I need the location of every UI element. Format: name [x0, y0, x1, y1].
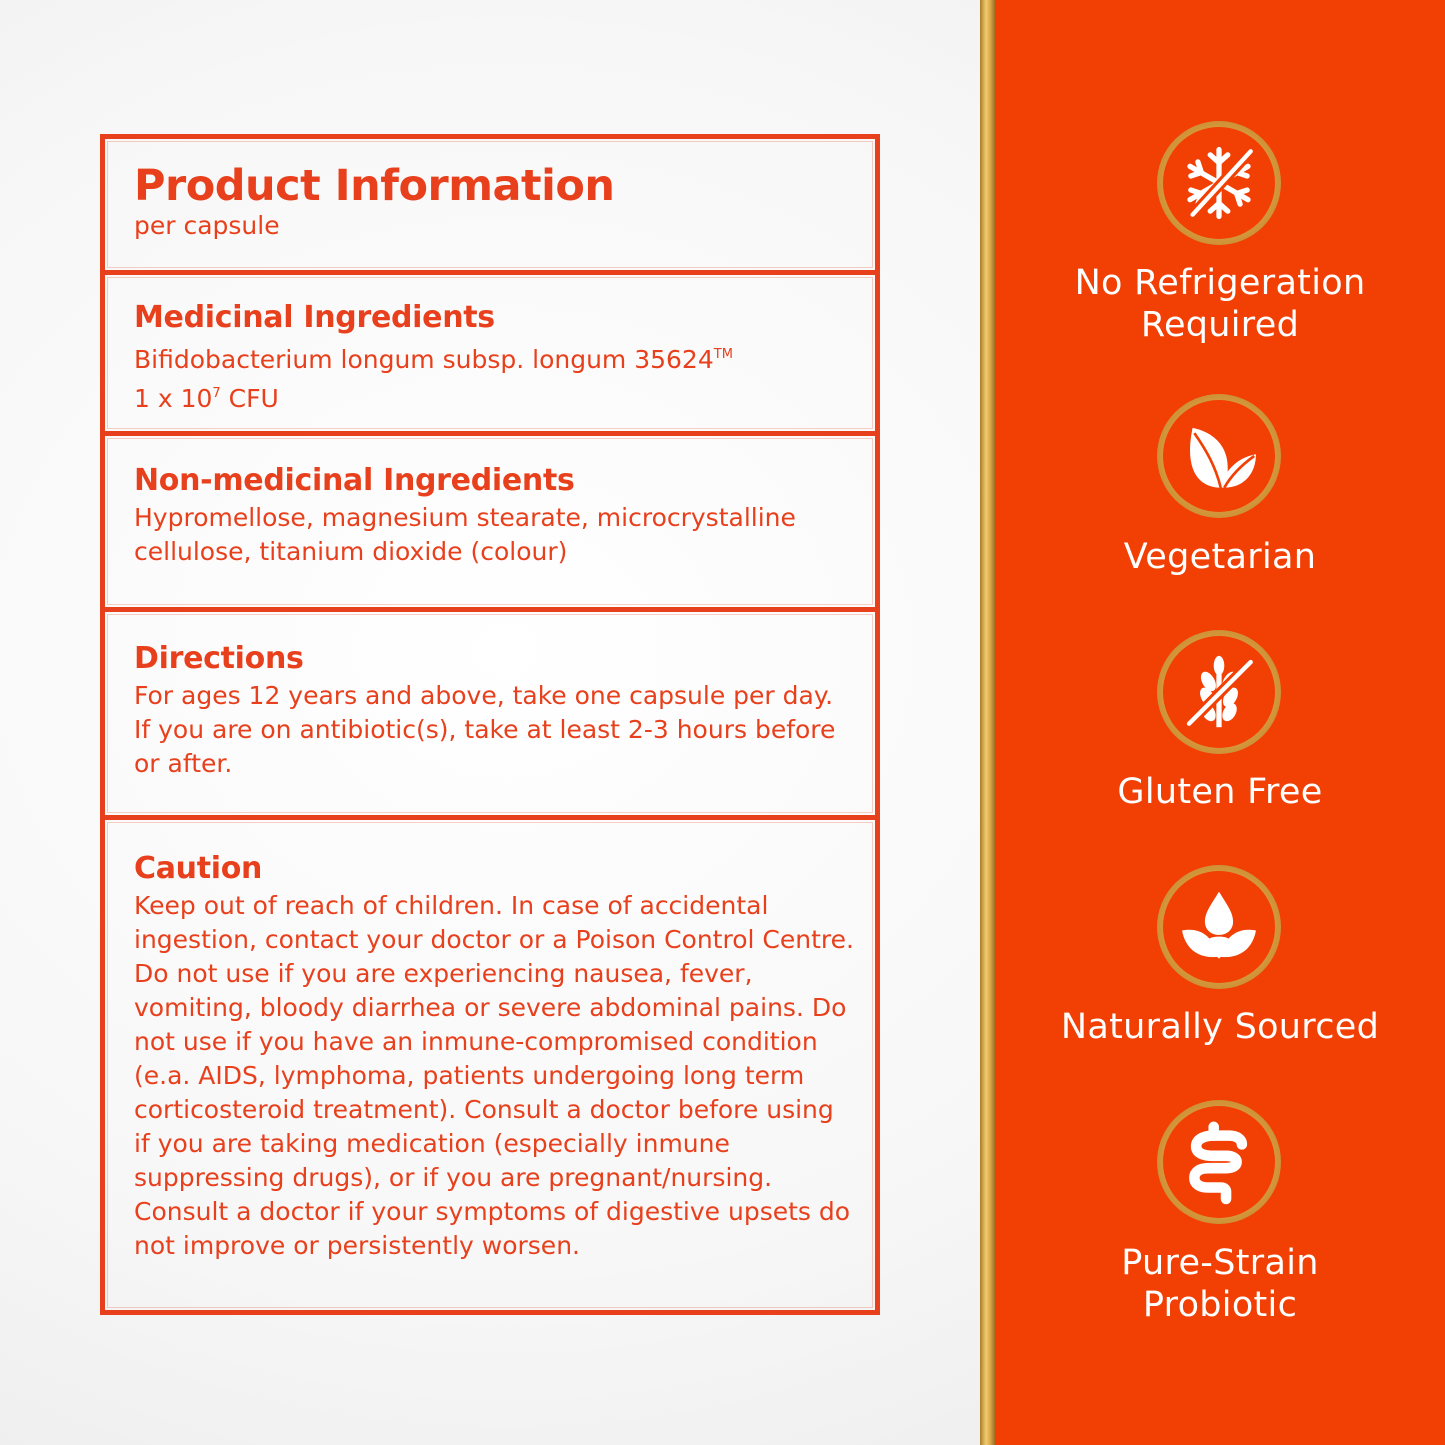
non-medicinal-ingredients-title: Non-medicinal Ingredients	[134, 463, 575, 498]
no-snowflake-icon	[1175, 139, 1263, 227]
feature-label: Gluten Free	[1117, 772, 1323, 812]
caution-title: Caution	[134, 851, 263, 886]
non-medicinal-ingredients-section	[105, 436, 875, 612]
cfu-exponent: 7	[212, 386, 221, 401]
feature-label: Pure-Strain Probiotic	[1121, 1243, 1319, 1325]
badge	[1157, 865, 1281, 989]
no-wheat-icon	[1175, 648, 1263, 736]
caution-text: Keep out of reach of children. In case of accidental ingestion, contact your doctor or a Poison Control Centre. Do not use if you are experiencing nausea, fever, vomiting, bloody diarrhea or severe abdominal pains. Do not use if you have an inmune-compromised condition (e.a. AIDS, lymphoma, patients undergoing long term corticosteroid treatment). Consult a doctor before using if you are taking medication (especially inmune suppressing drugs), or if you are pregnant/nursing. Consult a doctor if your symptoms of digestive upsets do not improve or persistently worsen.	[134, 891, 854, 1260]
medicinal-ingredients-title: Medicinal Ingredients	[134, 300, 495, 335]
badge	[1157, 394, 1281, 518]
medicinal-ingredients-text	[134, 338, 875, 416]
features-panel	[995, 0, 1445, 1445]
cfu-prefix: 1 x 10	[134, 384, 213, 413]
page-title: Product Information	[134, 161, 615, 211]
badge	[1157, 121, 1281, 245]
product-information-section	[105, 139, 875, 275]
caution-section	[105, 820, 875, 1310]
medicinal-ingredients-section	[105, 275, 875, 436]
non-medicinal-ingredients-text: Hypromellose, magnesium stearate, microcrystalline cellulose, titanium dioxide (colour)	[134, 503, 796, 566]
medicinal-line1: Bifidobacterium longum subsp. longum 35624	[134, 345, 714, 374]
badge	[1157, 630, 1281, 754]
directions-title: Directions	[134, 641, 304, 676]
badge	[1157, 1100, 1281, 1224]
page-subtitle: per capsule	[134, 211, 280, 240]
directions-section	[105, 612, 875, 820]
product-information-panel	[100, 134, 880, 1315]
drop-leaves-icon	[1175, 883, 1263, 971]
cfu-suffix: CFU	[220, 384, 279, 413]
directions-text: For ages 12 years and above, take one capsule per day. If you are on antibiotic(s), take at least 2-3 hours before or after.	[134, 681, 836, 778]
feature-label: Naturally Sourced	[1060, 1007, 1380, 1047]
intestine-icon	[1175, 1118, 1263, 1206]
feature-label: Vegetarian	[1123, 537, 1317, 577]
trademark-mark: TM	[713, 347, 733, 362]
feature-label: No Refrigeration Required	[1074, 263, 1366, 345]
gold-divider	[980, 0, 995, 1445]
leaves-icon	[1175, 412, 1263, 500]
